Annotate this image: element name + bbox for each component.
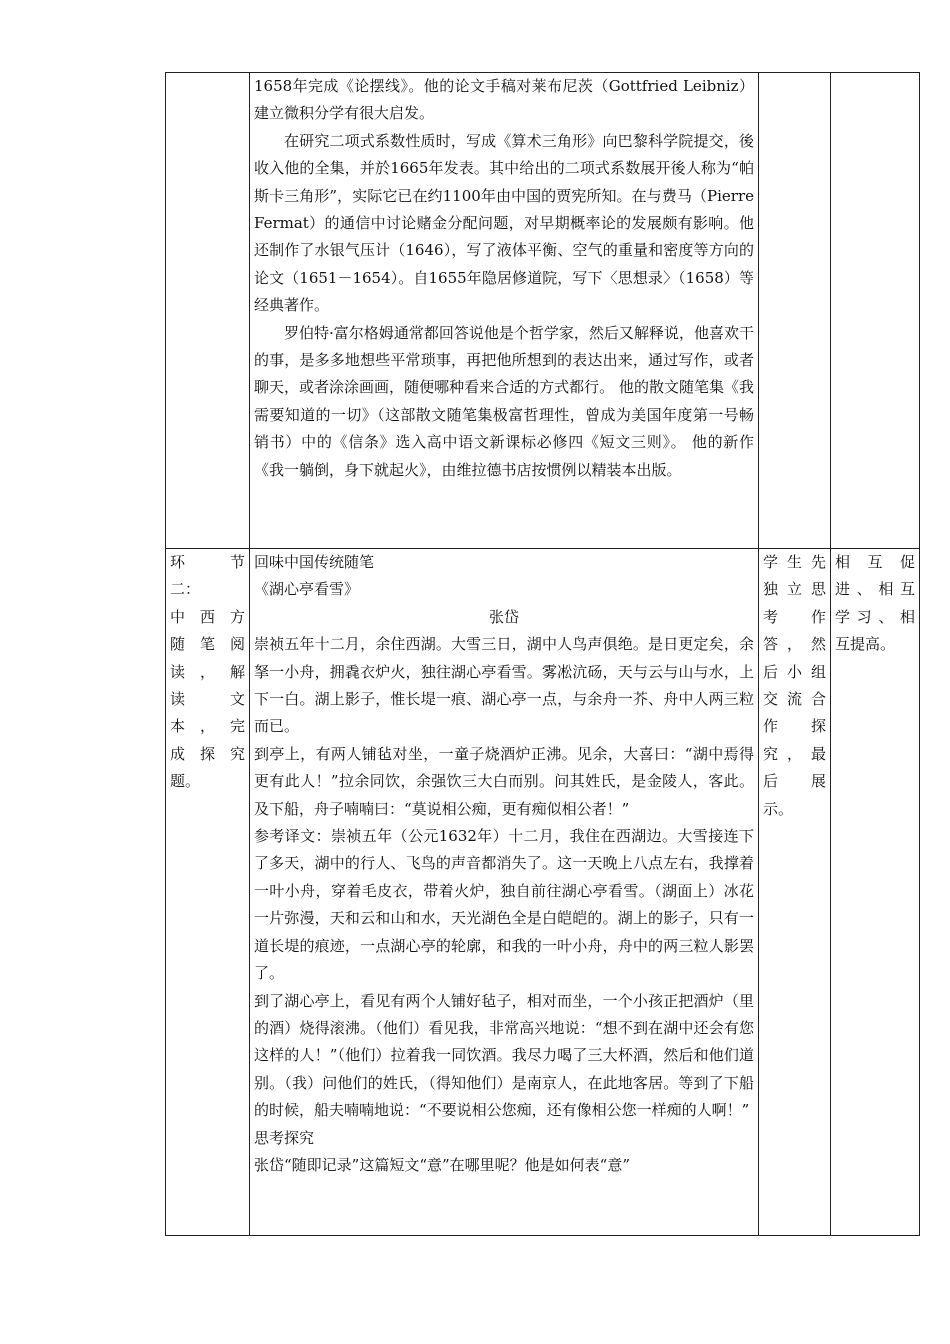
stage-line: 中西方 [170, 607, 245, 626]
paragraph-fulghum: 罗伯特·富尔格姆通常都回答说他是个哲学家，然后又解释说，他喜欢干的事，是多多地想些平常琐事，再把他所想到的表达出来，通过写作，或者聊天，或者涂涂画画，随便哪种看来合适的方式都行。 他的散文随笔集《我需要知道的一切》（这部散文随笔集极富哲理性，曾成为美国年度第一号畅销书）中的《信条》选入高中语文新课标必修四《短文三则》。 他的新作《我一躺倒，身下就起火》，由维拉德书店按惯例以精装本出版。 [254, 323, 754, 479]
student-line: 独立思 [763, 580, 826, 599]
purpose-line: 相 互 促 [835, 553, 915, 571]
student-line: 究，最 [763, 744, 826, 763]
stage-cell-empty [166, 73, 250, 549]
student-line: 交流合 [763, 690, 826, 709]
translation-text-2: 到了湖心亭上，看见有两个人铺好毡子，相对而坐，一个小孩正把酒炉（里的酒）烧得滚沸。（他们）看见我，非常高兴地说：“想不到在湖中还会有您这样的人！”（他们）拉着我一同饮酒。我尽力喝了三大杯酒，然后和他们道别。（我）问他们的姓氏，（得知他们）是南京人，在此地客居。等到了下船的时候，船夫喃喃地说：“不要说相公您痴，还有像相公您一样痴的人啊！” [254, 991, 754, 1120]
paragraph-pascal-2: 在研究二项式系数性质时，写成《算术三角形》向巴黎科学院提交，後收入他的全集，并於1665年发表。其中给出的二项式系数展开後人称为“帕斯卡三角形”，实际它已在约1100年由中国的贾宪所知。在与费马（Pierre Fermat）的通信中讨论赌金分配问题，对早期概率论的发展颇有影响。他还制作了水银气压计（1646），写了液体平衡、空气的重量和密度等方向的论文（1651－1654）。自1655年隐居修道院，写下〈思想录〉（1658）等经典著作。 [254, 131, 754, 315]
stage-cell [166, 549, 250, 1236]
student-line: 考 作 [763, 607, 826, 626]
paragraph-pascal-1: 1658年完成《论摆线》。他的论文手稿对莱布尼茨（Gottfried Leibniz）建立微积分学有很大启发。 [254, 77, 754, 123]
purpose-line: 互提高。 [835, 635, 896, 654]
student-line: 后小组 [763, 662, 826, 681]
lesson-plan-table [165, 72, 920, 1236]
translation-text-1: 参考译文：崇祯五年（公元1632年）十二月，我住在西湖边。大雪接连下了多天，湖中的行人、飞鸟的声音都消失了。这一天晚上八点左右，我撑着一叶小舟，穿着毛皮衣，带着火炉，独自前往湖心亭看雪。（湖面上）冰花一片弥漫，天和云和山和水，天光湖色全是白皑皑的。湖上的影子，只有一道长堤的痕迹，一点湖心亭的轮廓，和我的一叶小舟，舟中的两三粒人影罢了。 [254, 827, 754, 983]
inquiry-title: 思考探究 [254, 1128, 315, 1147]
stage-line: 读，解 [170, 662, 245, 681]
purpose-cell-empty [831, 73, 920, 549]
student-line: 示。 [763, 799, 794, 818]
student-line: 作 探 [763, 717, 826, 736]
stage-line: 环 节 [170, 553, 245, 571]
purpose-line: 进、相互 [835, 580, 915, 599]
purpose-cell [831, 549, 920, 1236]
student-activity-cell-empty [759, 73, 831, 549]
content-cell [250, 549, 759, 1236]
stage-line: 读 文 [170, 690, 245, 709]
stage-line: 本，完 [170, 717, 245, 736]
essay-title: 《湖心亭看雪》 [254, 580, 360, 599]
stage-line: 二： [170, 580, 201, 599]
stage-line: 成探究 [170, 744, 245, 763]
student-activity-cell [759, 549, 831, 1236]
student-line: 答，然 [763, 635, 826, 654]
inquiry-question: 张岱“随即记录”这篇短文“意”在哪里呢？他是如何表“意” [254, 1155, 631, 1174]
original-text-2: 到亭上，有两人铺毡对坐，一童子烧酒炉正沸。见余，大喜曰：“湖中焉得更有此人！”拉余同饮，余强饮三大白而别。问其姓氏，是金陵人，客此。及下船，舟子喃喃曰：“莫说相公痴，更有痴似相公者！” [254, 744, 754, 818]
content-cell [250, 73, 759, 549]
stage-line: 随笔阅 [170, 635, 245, 654]
section-title: 回味中国传统随笔 [254, 553, 375, 571]
purpose-line: 学习、相 [835, 607, 915, 626]
table-row [166, 549, 920, 1236]
stage-line: 题。 [170, 772, 201, 791]
student-line: 学生先 [763, 553, 826, 571]
original-text-1: 崇祯五年十二月，余住西湖。大雪三日，湖中人鸟声俱绝。是日更定矣，余拏一小舟，拥毳衣炉火，独往湖心亭看雪。雾凇沆砀，天与云与山与水，上下一白。湖上影子，惟长堤一痕、湖心亭一点，与余舟一芥、舟中人两三粒而已。 [254, 635, 754, 736]
student-line: 后 展 [763, 772, 826, 791]
essay-author: 张岱 [488, 607, 519, 626]
table-row [166, 73, 920, 549]
